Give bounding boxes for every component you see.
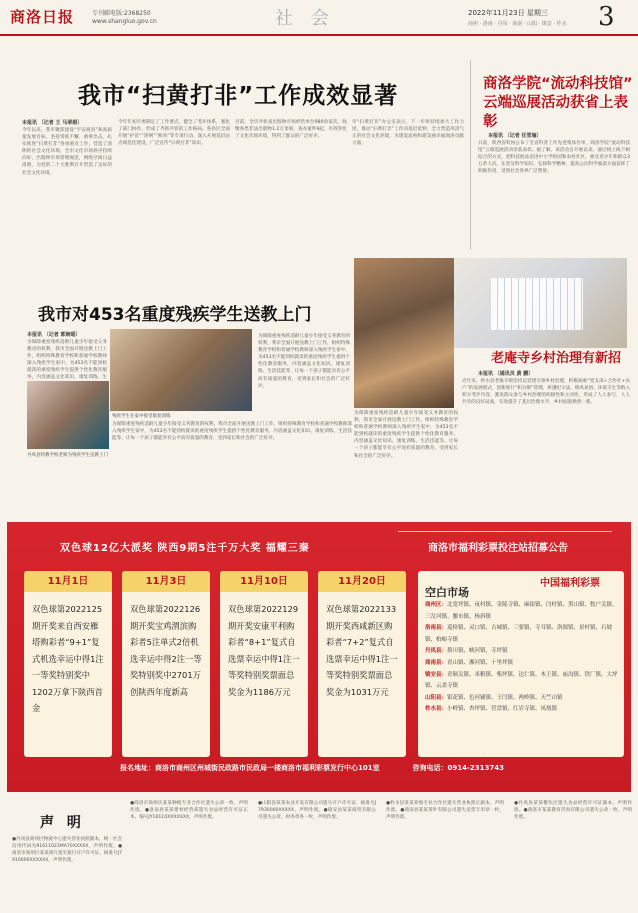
shop-panel-title: 空白市场 <box>425 586 469 599</box>
news-photo <box>354 258 454 408</box>
shop-city: 商州区： <box>425 602 448 608</box>
shop-city: 镇安县： <box>425 671 448 678</box>
shop-places: 青铜关镇、米粮镇、柴坪镇、达仁镇、木王镇、庙沟镇、铁厂镇、大坪镇、云盖寺镇 <box>425 671 618 690</box>
prize-card-date: 11月1日 <box>24 571 112 592</box>
shop-city: 丹凤县： <box>425 648 448 655</box>
ad-phone: 咨询电话：0914-2313743 <box>412 764 504 772</box>
page-number: 3 <box>598 2 615 32</box>
shop-places: 银花镇、色河铺镇、王闫镇、两岭镇、天竺山镇 <box>447 694 563 701</box>
notice-col: ●丹凤县某某餐饮店遗失食品经营许可证副本，声明作废。●商洛市某某教育咨询有限公司遗失公章一枚，声明作废。 <box>514 801 632 821</box>
shop-city: 柞水县： <box>425 706 448 713</box>
story2-headline-line: 云端巡展活动获省上表彰 <box>483 95 628 130</box>
shop-city: 洛南县： <box>425 625 448 632</box>
welfare-lottery-logo: 中国福利彩票 <box>540 578 600 589</box>
shop-list-item <box>425 646 620 658</box>
prize-card-text: 双色球第2022129期开奖安康平利购彩者“8+1”复式自选票幸运中得1注一等奖特别奖票面总奖金为1186万元 <box>228 604 300 697</box>
notice-col: ●丹凤县商州区物流中心遗失营业执照副本，统一社会信用代码为91611022MA70XXXXX，声明作废。●商洛市商州区某某商行遗失银行开户许可证，核准号J7910000XXXXXX，声明作废。 <box>12 837 122 864</box>
news-photo <box>110 329 252 411</box>
shop-list <box>425 600 620 716</box>
shop-list-item <box>425 693 620 705</box>
story2-byline: 本报讯 〔记者 任雪瑜〕 <box>488 133 542 139</box>
news-photo <box>27 381 109 449</box>
story1-byline: 本报讯 〔记者 王 马翠娟〕 <box>22 120 83 126</box>
ad-banner-right: 商洛市福利彩票投注站招募公告 <box>428 543 568 554</box>
notice-title: 声 明 <box>40 815 85 831</box>
prize-card <box>122 571 210 757</box>
prize-card-text: 双色球第2022125期开奖来自西安雁塔购彩者“9+1”复式机选幸运中得1注一等奖特别奖中1202万拿下陕西首金 <box>32 604 104 713</box>
story1-col3: 目前，全市共检查出版物市场经营单位980余家次，收缴各类非法出版物1.2万余册，查办案件9起，有效净化了文化市场环境，得到了群众的广泛好评。 <box>235 120 347 140</box>
story1-col1: 今年以来，我市聚焦建设“平安商洛”和高质量发展目标，坚持常抓不懈、重拳出击，扎实推进“扫黄打非”各项重点工作，营造了清朗的社会文化环境。全市文化市场秩序持续向好，出版物市场管理规范，网络空间日益清朗，为党的二十大胜利召开营造了良好的社会文化环境。 <box>22 128 112 176</box>
story2-body: 日前，陕西省科协公布了全省科普工作先进集体名单，商洛学院“流动科技馆”云端巡展活动荣获表彰。据了解，该活动自开展以来，通过线上线下相结合的方式，把科技展品送进中小学校园和农村社区，惠及青少年和群众3万余人次，在普及科学知识、弘扬科学精神、提高公民科学素质方面发挥了积极作用，受到社会各界广泛赞誉。 <box>478 141 630 175</box>
section-title: 社 会 <box>275 8 335 29</box>
photo-caption: 丹凤县特教学校老师为残疾学生送教上门 <box>27 453 108 458</box>
prize-card-date: 11月20日 <box>318 571 406 592</box>
story4-body-start: 为保障重度残疾适龄儿童少年接受义务教育的权利，我市全面开展送教上门工作，组织特殊教育学校和普通学校教师深入残疾学生家中，为453名不能到校就读的重度残疾学生提供个性化教育服务，内容涵盖文化知识、康复训练、生 <box>27 340 107 381</box>
masthead-sub-line: www.shangluo.gov.cn <box>92 18 157 25</box>
paper-logo: 商洛日报 <box>10 8 75 26</box>
story3-byline: 本报讯 〔通讯员 黄 鹏〕 <box>478 371 534 377</box>
ad-address: 报名地址：商洛市商州区州城街民政路市民政局一楼商洛市福利彩票发行中心101室 <box>120 764 380 772</box>
shop-places: 蔡川镇、峡河镇、寺坪镇 <box>447 648 508 655</box>
story4-headline: 我市对453名重度残疾学生送教上门 <box>38 305 312 325</box>
prize-card-date: 11月3日 <box>122 571 210 592</box>
photo-detail <box>491 278 583 330</box>
issue-date: 2022年11月23日 星期三 <box>468 9 548 17</box>
story1-col2: 今年年初市委制定了工作要点，健全了考评体系，强化了部门协作，形成了齐抓共管的工作格局。各县区全面开展“护苗”“净网”“秋风”等专项行动，深入开展基层站点规范化建设，广泛宣传“扫黄打非”知识。 <box>118 120 230 147</box>
city-list: 商州 · 洛南 · 丹凤 · 商南 · 山阳 · 镇安 · 柞水 <box>468 21 567 27</box>
masthead-sub-line: 专刊邮电版:2368250 <box>92 10 151 17</box>
shop-city: 山阳县： <box>425 694 448 701</box>
prize-card <box>24 571 112 757</box>
shop-places: 北宽坪镇、夜村镇、金陵寺镇、麻街镇、闫村镇、黑山镇、牧户关镇、三岔河镇、腰市镇、杨斜镇 <box>425 602 618 620</box>
shop-list-item <box>425 623 620 646</box>
story4-byline: 本报讯 〔记者 郭婉瑶〕 <box>27 332 81 338</box>
shop-places: 小岭镇、杏坪镇、营盘镇、红岩寺镇、凤凰镇 <box>447 706 558 713</box>
shop-city: 商南县： <box>425 659 448 666</box>
shop-places: 青山镇、湘河镇、十里坪镇 <box>447 659 514 666</box>
column-divider <box>470 60 471 250</box>
shop-list-item <box>425 600 620 623</box>
notice-col: ●柞水县某某养殖专业合作社遗失营业执照正副本，声明作废。●商南县某某茶叶有限公司遗失发票专用章一枚，声明作废。 <box>386 801 504 821</box>
prize-card-date: 11月10日 <box>220 571 308 592</box>
prize-card <box>220 571 308 757</box>
masthead-sub <box>92 10 157 26</box>
story4-body-col: 为保障重度残疾适龄儿童少年接受义务教育的权利，我市全面开展送教上门工作，组织特殊教育学校和普通学校教师深入残疾学生家中，为453名不能到校就读的重度残疾学生提供个性化教育服务，内容涵盖文化知识、康复训练、生活技能等，让每一个孩子都能享有公平而有质量的教育，受到家长和社会的广泛好评。 <box>258 334 350 389</box>
prize-card-text: 双色球第2022126期开奖宝鸡渭滨购彩者5注单式2倍机选幸运中得2注一等奖特别奖中2701万创陕西年度新高 <box>130 604 202 697</box>
shop-list-item <box>425 658 620 670</box>
notice-col: ●山阳县某某农业开发有限公司遗失开户许可证，核准号J7930000XXXXX，声明作废。●镇安县某某商贸有限公司遗失公章、财务章各一枚，声明作废。 <box>258 801 376 821</box>
ad-footer <box>0 763 624 773</box>
prize-card-text: 双色球第2022133期开奖西咸新区购彩者“7+2”复式自选票幸运中得1注一等奖特别奖票面总奖金为1031万元 <box>326 604 398 697</box>
story4-body: 为保障重度残疾适龄儿童少年接受义务教育的权利，我市全面开展送教上门工作，组织特殊教育学校和普通学校教师深入残疾学生家中，为453名不能到校就读的重度残疾学生提供个性化教育服务，内容涵盖文化知识、康复训练、生活技能等，让每一个孩子都能享有公平而有质量的教育，受到家长和社会的广泛好评。 <box>112 422 352 442</box>
story2-headline <box>483 75 638 132</box>
story2-headline-line: 商洛学院“流动科技馆” <box>483 76 633 92</box>
notice-col: ●商洛市商州区某某种植专业合作社遗失公章一枚，声明作废。●洛南县某某建材经营部遗失食品经营许可证正本，编号JY16110XXXXXXX，声明作废。 <box>130 801 248 821</box>
story1-headline: 我市“扫黄打非”工作成效显著 <box>78 83 399 109</box>
shop-places: 巡检镇、灵口镇、古城镇、三要镇、寺耳镇、洛源镇、景村镇、石坡镇、柏峪寺镇 <box>425 625 613 643</box>
story3-headline: 老庵寺乡村治理有新招 <box>491 351 622 366</box>
story1-col4: 市“扫黄打非”办公室表示，下一步将持续加大工作力度，推动“扫黄打非”工作向基层延伸，全力营造风清气正的社会文化环境，为建设富裕和谐美丽幸福商洛贡献力量。 <box>352 120 464 147</box>
ad-banner-left: 双色球12亿大派奖 陕西9期5注千万大奖 福耀三秦 <box>60 543 310 554</box>
prize-card <box>318 571 406 757</box>
story3-body: 近年来，柞水县老庵寺镇坚持以党建引领乡村治理，积极探索“党支部+合作社+农户”的发展模式，创新推行“积分制”管理，将遵纪守法、移风易俗、环境卫生等纳入积分考评内容，激发群众参与乡村治理的积极性和主动性，形成了人人参与、人人共享的良好局面，有效提升了基层治理水平，乡村面貌焕然一新。 <box>462 379 630 406</box>
photo-caption: 残疾学生在家中接受康复训练 <box>112 414 171 419</box>
story4-body-col: 为保障重度残疾适龄儿童少年接受义务教育的权利，我市全面开展送教上门工作，组织特殊教育学校和普通学校教师深入残疾学生家中，为453名不能到校就读的重度残疾学生提供个性化教育服务，内容涵盖文化知识、康复训练、生活技能等，让每一个孩子都能享有公平而有质量的教育，受到家长和社会的广泛好评。 <box>354 411 458 459</box>
shop-list-item <box>425 670 620 693</box>
shop-list-item <box>425 704 620 716</box>
